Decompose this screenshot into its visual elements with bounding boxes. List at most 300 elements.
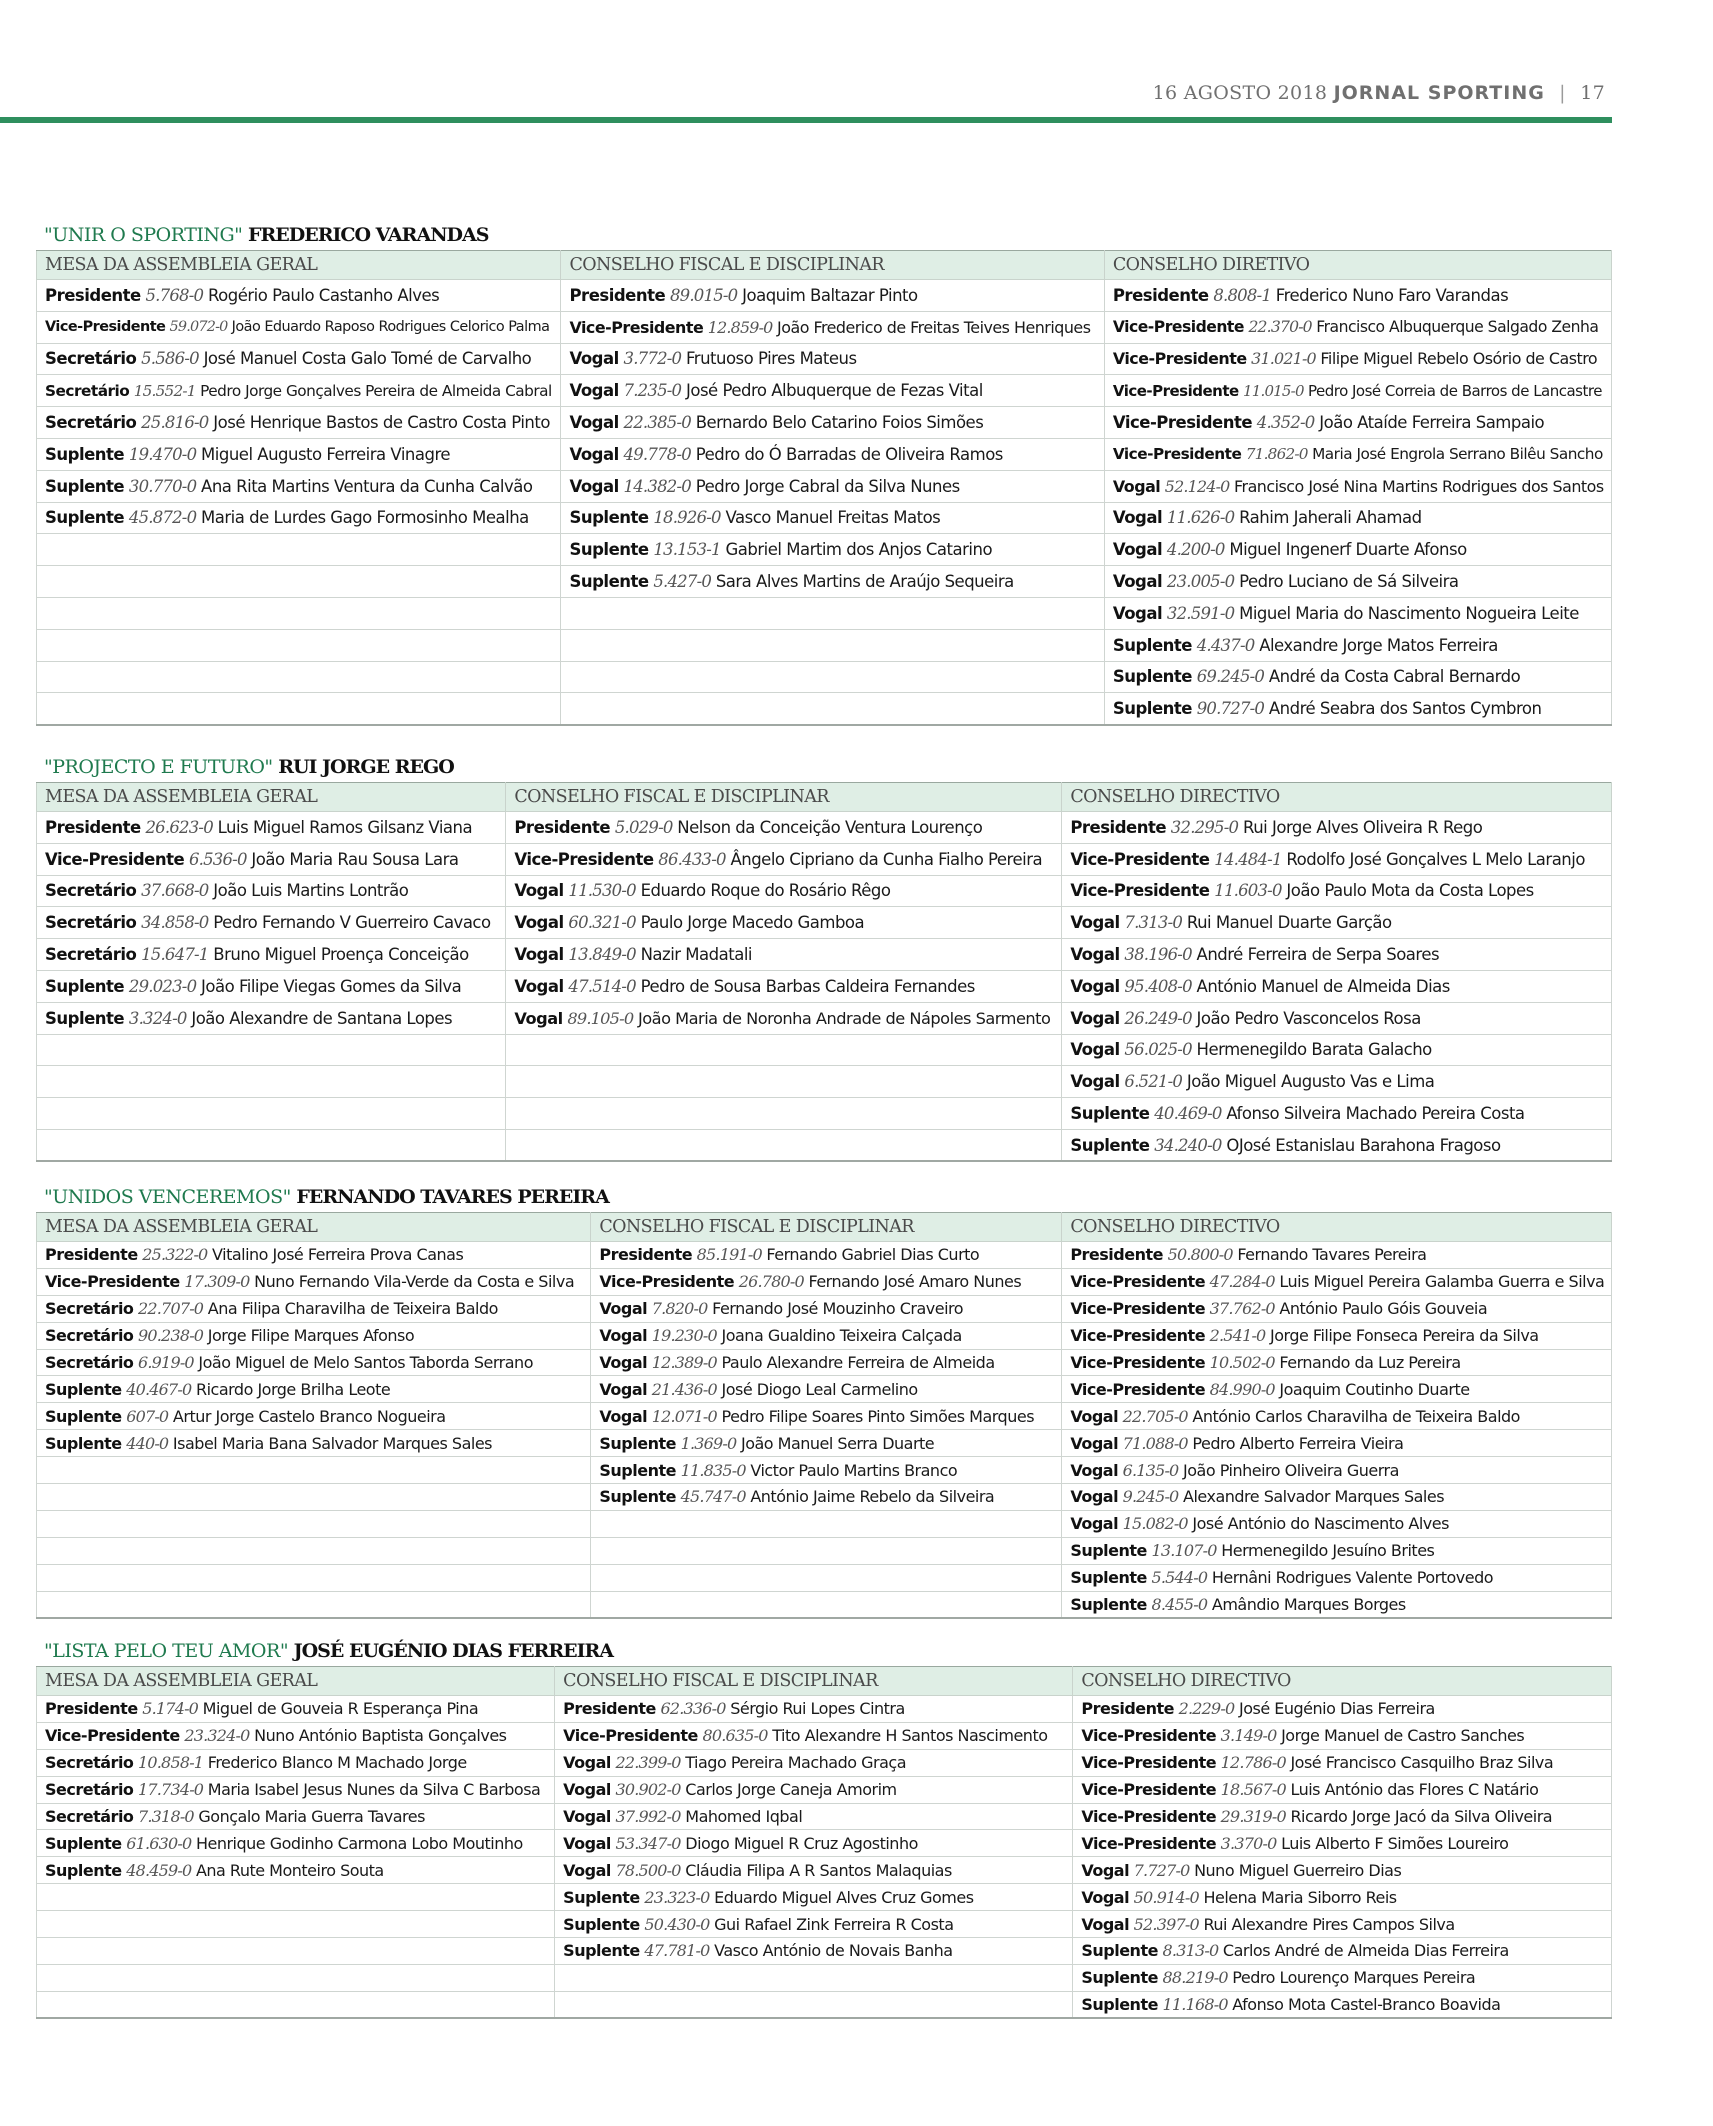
member-role: Suplente [1081,1941,1158,1961]
member-role: Secretário [45,1299,134,1319]
table-row [37,629,1612,661]
table-row [37,534,1612,566]
member-name: Maria de Lurdes Gago Formosinho Mealha [201,508,529,528]
member-role: Suplente [1081,1968,1158,1988]
member-votes: 19.470-0 [128,444,197,464]
member-votes: 23.323-0 [644,1887,710,1907]
member-role: Vogal [563,1833,611,1853]
member-name: Hermenegildo Jesuíno Brites [1221,1541,1435,1561]
table-row [37,1129,1612,1161]
table-row [37,566,1612,598]
member-name: Pedro Filipe Soares Pinto Simões Marques [721,1406,1035,1426]
member-name: Carlos Jorge Caneja Amorim [685,1780,897,1800]
member-role: Presidente [45,1245,138,1265]
member-votes: 4.200-0 [1166,540,1225,560]
table-row [37,1376,1612,1403]
column-header: MESA DA ASSEMBLEIA GERAL [37,1213,591,1242]
member-cell [561,470,1104,502]
member-name: Ana Rita Martins Ventura da Cunha Calvão [201,476,533,496]
member-votes: 6.919-0 [138,1353,194,1372]
member-cell [37,1034,506,1066]
member-votes: 85.191-0 [696,1245,762,1265]
member-cell [1062,1430,1612,1457]
list-section [36,1182,1612,1619]
member-role: Vice-Presidente [1070,849,1210,869]
member-votes: 23.005-0 [1166,572,1235,592]
member-votes: 47.284-0 [1209,1272,1275,1292]
member-role: Suplente [45,444,125,464]
header-rule [0,117,1612,123]
member-votes: 90.727-0 [1196,699,1265,718]
member-votes: 13.849-0 [568,945,636,965]
member-name: Frederico Nuno Faro Varandas [1275,285,1509,305]
member-cell [37,1484,591,1511]
member-cell [561,311,1104,343]
member-votes: 60.321-0 [568,913,636,933]
member-cell [37,843,506,875]
member-role: Suplente [1070,1568,1147,1588]
column-header: MESA DA ASSEMBLEIA GERAL [37,1667,555,1696]
member-cell [37,1430,591,1457]
member-role: Vice-Presidente [1112,349,1247,369]
member-name: João Pinheiro Oliveira Guerra [1183,1460,1399,1480]
column-header: MESA DA ASSEMBLEIA GERAL [37,251,561,280]
member-cell [1073,1991,1612,2018]
member-cell [555,1776,1073,1803]
member-votes: 71.088-0 [1122,1433,1188,1453]
member-cell [37,375,561,407]
member-cell [37,970,506,1002]
member-name: João Maria Rau Sousa Lara [251,849,459,869]
member-name: Tito Alexandre H Santos Nascimento [772,1726,1048,1746]
table-row [37,1696,1612,1723]
member-votes: 2.541-0 [1209,1326,1266,1346]
member-cell [1062,1002,1612,1034]
member-votes: 11.015-0 [1242,381,1304,400]
member-cell [1062,1066,1612,1098]
member-name: João Eduardo Raposo Rodrigues Celorico Palma [231,319,550,336]
member-role: Vogal [563,1753,611,1773]
member-votes: 71.862-0 [1245,445,1308,464]
member-votes: 9.245-0 [1122,1487,1179,1507]
member-votes: 26.780-0 [738,1272,804,1292]
member-cell [37,1749,555,1776]
member-role: Presidente [1081,1699,1175,1719]
table-row [37,661,1612,693]
member-cell [37,875,506,907]
member-votes: 48.459-0 [126,1860,192,1880]
member-cell [555,1938,1073,1965]
member-name: Pedro de Sousa Barbas Caldeira Fernandes [640,976,975,996]
member-name: Joana Gualdino Teixeira Calçada [721,1326,962,1346]
member-cell [1062,1098,1612,1130]
member-role: Suplente [569,572,649,592]
member-cell [1073,1776,1612,1803]
member-cell [37,597,561,629]
member-role: Presidente [1070,817,1167,837]
member-role: Suplente [1070,1541,1147,1561]
table-row [37,875,1612,907]
member-votes: 4.352-0 [1256,413,1315,433]
member-votes: 11.835-0 [680,1460,746,1480]
table-row [37,1803,1612,1830]
member-cell [561,502,1104,534]
member-votes: 29.023-0 [128,976,197,996]
member-votes: 5.768-0 [145,285,204,305]
member-name: Luis Miguel Ramos Gilsanz Viana [217,817,473,837]
list-table [36,1212,1612,1619]
member-cell [506,970,1062,1002]
member-name: Tiago Pereira Machado Graça [685,1753,906,1773]
member-cell [555,1749,1073,1776]
member-role: Vice-Presidente [1112,318,1244,337]
member-cell [37,1964,555,1991]
member-name: António Manuel de Almeida Dias [1196,976,1450,996]
member-votes: 3.324-0 [128,1008,187,1028]
table-row [37,1268,1612,1295]
member-votes: 21.436-0 [651,1379,717,1399]
member-role: Suplente [1081,1994,1158,2014]
table-row [37,438,1612,470]
member-role: Suplente [1112,635,1192,655]
member-role: Vice-Presidente [569,317,704,337]
member-role: Vogal [1070,976,1120,996]
member-votes: 11.603-0 [1214,881,1282,901]
member-role: Presidente [599,1245,693,1265]
member-role: Vogal [1112,603,1163,623]
member-votes: 3.149-0 [1220,1726,1277,1746]
member-cell [1104,438,1611,470]
member-votes: 5.427-0 [653,572,712,592]
member-cell [37,1776,555,1803]
member-cell [506,1034,1062,1066]
member-votes: 17.309-0 [184,1272,250,1292]
column-header: MESA DA ASSEMBLEIA GERAL [37,783,506,812]
member-cell [1104,470,1611,502]
list-title [36,752,1612,782]
column-header: CONSELHO FISCAL E DISCIPLINAR [561,251,1104,280]
member-votes: 50.430-0 [644,1914,710,1934]
member-name: Nuno Miguel Guerreiro Dias [1194,1860,1402,1880]
member-cell [506,1066,1062,1098]
member-name: Rodolfo José Gonçalves L Melo Laranjo [1286,849,1585,869]
member-cell [555,1722,1073,1749]
member-role: Suplente [563,1914,640,1934]
member-votes: 47.781-0 [644,1941,710,1961]
member-name: Vasco Manuel Freitas Matos [725,508,941,528]
member-cell [37,280,561,312]
member-name: Jorge Filipe Fonseca Pereira da Silva [1270,1326,1539,1346]
member-cell [1104,629,1611,661]
table-row [37,1002,1612,1034]
member-name: André Ferreira de Serpa Soares [1196,945,1440,965]
member-votes: 5.029-0 [614,817,673,837]
member-role: Vice-Presidente [1070,1353,1206,1372]
member-name: Amândio Marques Borges [1211,1594,1406,1614]
member-cell [37,1129,506,1161]
member-role: Suplente [45,1406,122,1426]
table-row [37,1911,1612,1938]
member-name: João Pedro Vasconcelos Rosa [1196,1008,1421,1028]
member-votes: 7.727-0 [1133,1860,1190,1880]
member-cell [561,280,1104,312]
member-name: Ângelo Cipriano da Cunha Fialho Pereira [730,849,1043,869]
member-role: Vice-Presidente [1070,1299,1206,1319]
member-role: Secretário [45,881,137,901]
member-cell [1104,661,1611,693]
member-name: Joaquim Baltazar Pinto [742,285,918,305]
member-votes: 45.872-0 [128,508,197,528]
member-cell [506,907,1062,939]
member-cell [591,1564,1062,1591]
member-cell [555,1696,1073,1723]
member-cell [506,1002,1062,1034]
member-role: Suplente [45,1008,125,1028]
member-votes: 25.322-0 [142,1245,208,1265]
column-header: CONSELHO FISCAL E DISCIPLINAR [555,1667,1073,1696]
member-votes: 52.124-0 [1164,476,1230,496]
member-votes: 62.336-0 [660,1699,726,1719]
member-name: Maria José Engrola Serrano Bilêu Sancho [1312,445,1603,464]
member-role: Vogal [514,976,564,996]
member-role: Vice-Presidente [1081,1753,1217,1773]
table-row [37,311,1612,343]
table-row [37,1830,1612,1857]
member-cell [37,1938,555,1965]
member-role: Vice-Presidente [45,319,166,336]
member-cell [1062,875,1612,907]
member-role: Presidente [45,1699,138,1719]
member-role: Suplente [569,540,649,560]
column-header: CONSELHO DIRECTIVO [1062,1213,1612,1242]
table-row [37,1938,1612,1965]
table-row [37,1349,1612,1376]
member-role: Vice-Presidente [45,1272,180,1292]
table-row [37,1591,1612,1618]
member-role: Suplente [599,1487,676,1507]
member-cell [591,1242,1062,1269]
member-cell [37,407,561,439]
list-slogan: "LISTA PELO TEU AMOR" [44,1640,289,1662]
table-row [37,407,1612,439]
member-role: Vice-Presidente [563,1726,698,1746]
member-votes: 37.762-0 [1209,1299,1275,1319]
member-name: João Alexandre de Santana Lopes [191,1008,453,1028]
member-cell [37,1295,591,1322]
column-header: CONSELHO FISCAL E DISCIPLINAR [591,1213,1062,1242]
member-name: Luis Miguel Pereira Galamba Guerra e Silva [1279,1272,1605,1292]
member-cell [37,1591,591,1618]
member-role: Vice-Presidente [1112,381,1239,400]
member-name: Isabel Maria Bana Salvador Marques Sales [172,1433,492,1453]
member-votes: 26.623-0 [145,817,213,837]
member-role: Suplente [563,1941,640,1961]
member-name: Bernardo Belo Catarino Foios Simões [695,413,984,433]
member-name: Ricardo Jorge Brilha Leote [195,1379,391,1399]
member-votes: 4.437-0 [1196,635,1255,655]
member-name: Nuno Fernando Vila-Verde da Costa e Silva [254,1272,575,1292]
member-cell [1104,534,1611,566]
member-name: Luis António das Flores C Natário [1290,1780,1539,1800]
member-name: João Miguel Augusto Vas e Lima [1186,1072,1435,1092]
member-votes: 30.770-0 [128,476,197,496]
member-votes: 15.082-0 [1122,1514,1188,1534]
member-cell [591,1537,1062,1564]
member-votes: 18.926-0 [653,508,721,528]
member-votes: 11.626-0 [1166,508,1235,528]
member-name: Filipe Miguel Rebelo Osório de Castro [1320,349,1598,369]
member-role: Vogal [1070,1487,1119,1507]
member-role: Suplente [45,1860,122,1880]
member-votes: 7.313-0 [1124,913,1183,933]
member-cell [37,1066,506,1098]
member-role: Vice-Presidente [45,1726,180,1746]
member-role: Vogal [1081,1860,1130,1880]
member-role: Vogal [1070,1008,1120,1028]
member-cell [37,1911,555,1938]
member-cell [37,1564,591,1591]
table-row [37,375,1612,407]
table-row [37,812,1612,844]
member-votes: 7.318-0 [138,1807,194,1826]
member-cell [561,438,1104,470]
member-cell [555,1803,1073,1830]
member-cell [1062,1457,1612,1484]
member-role: Vogal [599,1299,648,1319]
member-cell [1104,311,1611,343]
member-name: Gabriel Martim dos Anjos Catarino [725,540,993,560]
member-role: Vogal [1070,1514,1119,1534]
member-votes: 5.544-0 [1151,1568,1208,1588]
member-role: Suplente [45,508,125,528]
member-cell [37,311,561,343]
table-row [37,1964,1612,1991]
member-name: Ana Filipa Charavilha de Teixeira Baldo [207,1299,498,1319]
member-role: Secretário [45,1353,134,1372]
member-cell [1104,343,1611,375]
member-votes: 10.858-1 [138,1753,204,1773]
table-row [37,1776,1612,1803]
member-votes: 89.105-0 [567,1008,634,1028]
table-row [37,1066,1612,1098]
member-votes: 69.245-0 [1196,667,1265,687]
member-role: Vogal [1070,1406,1119,1426]
member-cell [1062,970,1612,1002]
member-name: Fernando Gabriel Dias Curto [766,1245,980,1265]
table-row [37,970,1612,1002]
member-role: Secretário [45,1780,134,1800]
member-name: João Ataíde Ferreira Sampaio [1319,413,1545,433]
member-cell [506,843,1062,875]
member-cell [37,939,506,971]
member-votes: 95.408-0 [1124,976,1192,996]
member-cell [1062,1510,1612,1537]
member-cell [555,1857,1073,1884]
list-slogan: "UNIR O SPORTING" [44,224,243,246]
member-cell [591,1457,1062,1484]
table-row [37,502,1612,534]
member-role: Suplente [599,1460,676,1480]
member-role: Vogal [1112,476,1161,496]
member-votes: 3.772-0 [623,349,682,369]
member-name: José Manuel Costa Galo Tomé de Carvalho [203,349,532,369]
member-cell [37,1857,555,1884]
member-cell [561,407,1104,439]
member-votes: 34.240-0 [1154,1135,1222,1155]
member-role: Vogal [514,945,564,965]
member-role: Vogal [1070,1433,1119,1453]
member-cell [591,1484,1062,1511]
table-row [37,907,1612,939]
member-cell [37,812,506,844]
member-cell [37,470,561,502]
member-cell [1062,1349,1612,1376]
member-name: Paulo Jorge Macedo Gamboa [640,913,865,933]
member-votes: 90.238-0 [138,1326,204,1346]
table-row [37,1749,1612,1776]
member-role: Vogal [1112,572,1163,592]
member-votes: 6.135-0 [1122,1460,1179,1480]
table-row [37,1403,1612,1430]
list-leader: FERNANDO TAVARES PEREIRA [296,1186,609,1208]
member-cell [591,1376,1062,1403]
member-name: Cláudia Filipa A R Santos Malaquias [685,1860,952,1880]
member-name: António Jaime Rebelo da Silveira [750,1487,995,1507]
member-name: Pedro Lourenço Marques Pereira [1232,1968,1476,1988]
page-number: 17 [1580,82,1605,104]
member-name: Artur Jorge Castelo Branco Nogueira [172,1406,446,1426]
member-name: Gui Rafael Zink Ferreira R Costa [714,1914,954,1934]
member-name: Pedro Fernando V Guerreiro Cavaco [213,913,491,933]
member-role: Suplente [569,508,649,528]
member-name: Ana Rute Monteiro Souta [195,1860,384,1880]
member-name: João Manuel Serra Duarte [740,1433,935,1453]
member-cell [37,1722,555,1749]
member-votes: 5.174-0 [142,1699,199,1719]
member-role: Vogal [1081,1887,1130,1907]
member-role: Suplente [1070,1594,1147,1614]
member-role: Vogal [569,444,619,464]
member-name: Rui Alexandre Pires Campos Silva [1203,1914,1455,1934]
member-votes: 40.469-0 [1154,1104,1222,1124]
member-cell [506,939,1062,971]
member-name: Henrique Godinho Carmona Lobo Moutinho [195,1833,523,1853]
member-cell [1062,1484,1612,1511]
member-cell [37,1349,591,1376]
member-role: Secretário [45,349,137,369]
member-votes: 12.071-0 [651,1406,717,1426]
member-name: Rui Manuel Duarte Garção [1186,913,1392,933]
member-votes: 53.347-0 [615,1833,681,1853]
member-cell [561,661,1104,693]
member-name: Alexandre Jorge Matos Ferreira [1259,635,1498,655]
member-role: Vice-Presidente [1070,1272,1206,1292]
member-votes: 32.591-0 [1166,603,1235,623]
member-role: Vogal [599,1326,648,1346]
member-role: Vice-Presidente [1112,413,1253,433]
member-role: Vogal [563,1807,611,1826]
member-cell [591,1403,1062,1430]
member-cell [1073,1749,1612,1776]
member-name: Eduardo Roque do Rosário Rêgo [640,881,891,901]
member-role: Secretário [45,913,137,933]
list-title [36,220,1612,250]
column-header: CONSELHO DIRECTIVO [1073,1667,1612,1696]
member-votes: 32.295-0 [1170,817,1239,837]
member-role: Vogal [1112,508,1163,528]
member-role: Vogal [563,1780,611,1800]
member-role: Secretário [45,1326,134,1346]
